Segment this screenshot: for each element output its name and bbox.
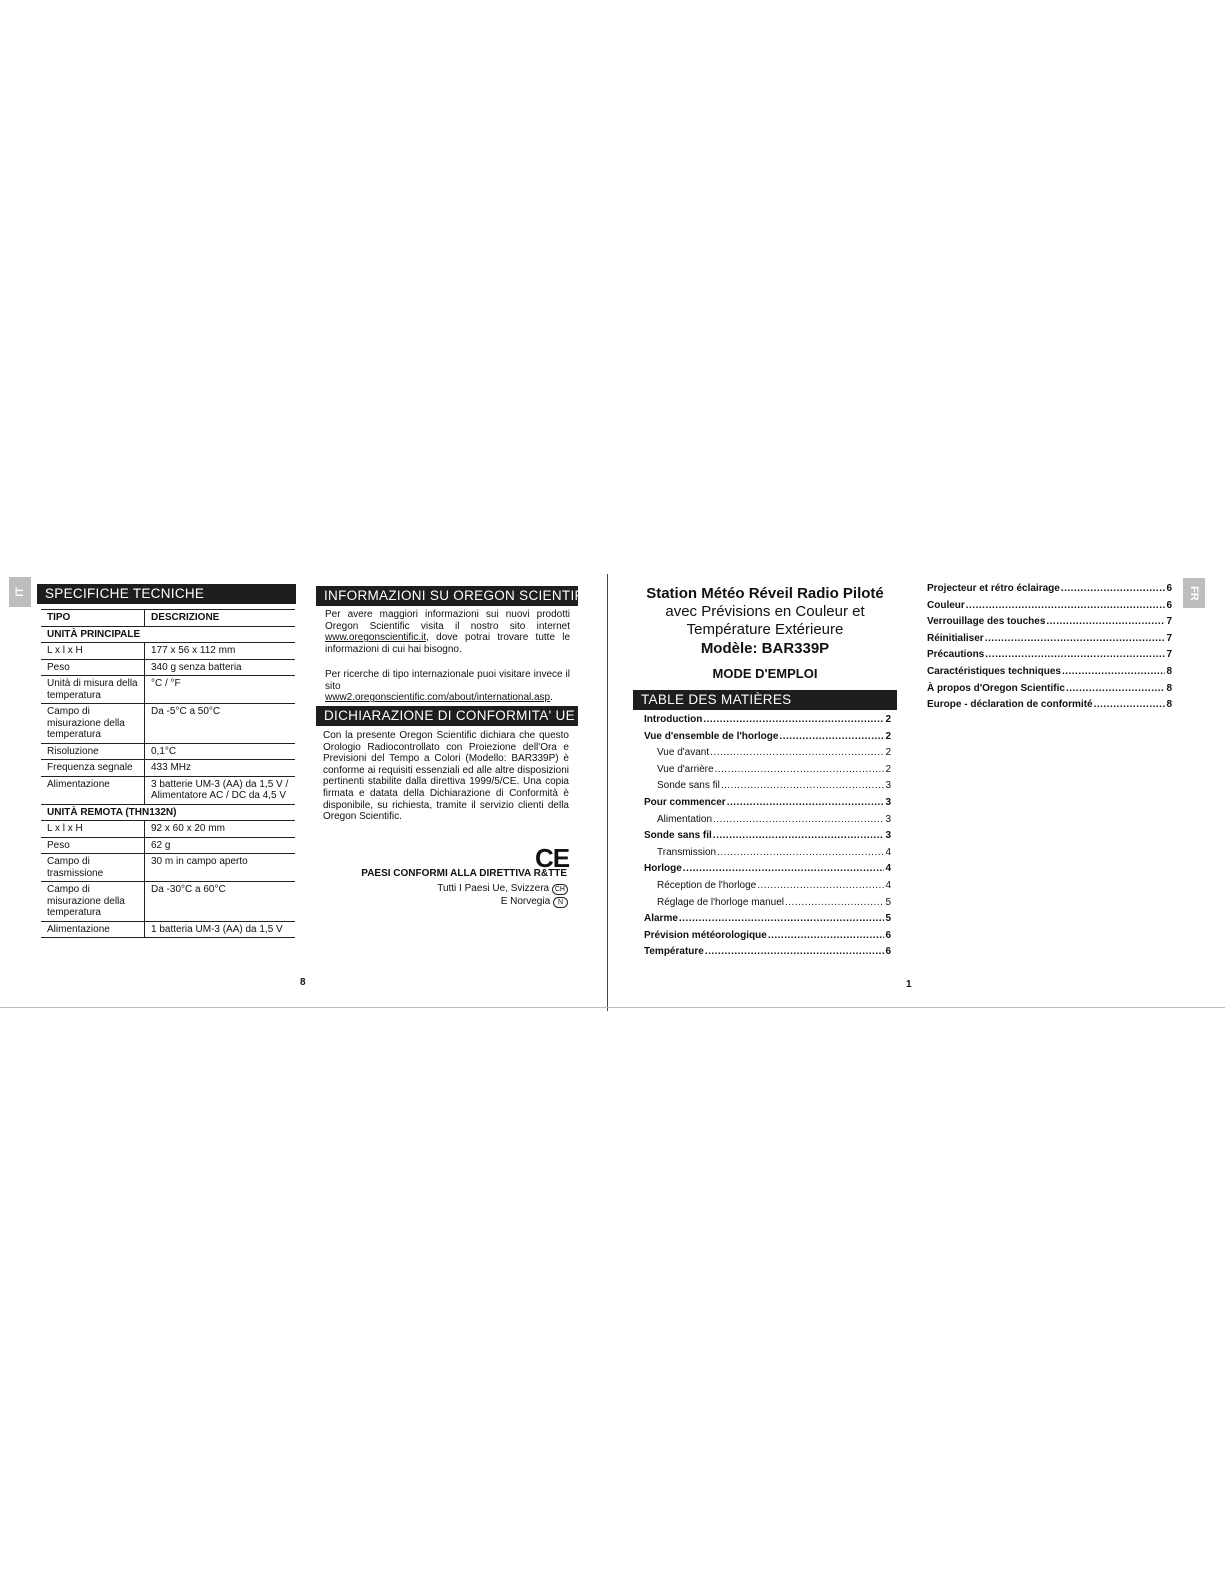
toc-entry[interactable] bbox=[927, 681, 1172, 698]
toc-dot-leader bbox=[715, 762, 885, 779]
toc-entry-label: Vue d'arrière bbox=[657, 763, 714, 775]
ce-mark: CE bbox=[535, 843, 570, 873]
toc-entry[interactable] bbox=[927, 647, 1172, 664]
table-row bbox=[41, 743, 295, 760]
toc-entry[interactable] bbox=[644, 928, 891, 945]
toc-entry[interactable] bbox=[644, 712, 891, 729]
toc-entry-label: Réception de l'horloge bbox=[657, 879, 757, 891]
toc-entry-page: 8 bbox=[1166, 682, 1172, 694]
spec-table bbox=[41, 609, 295, 938]
toc-entry[interactable] bbox=[927, 598, 1172, 615]
declaration-section-title: DICHIARAZIONE DI CONFORMITA' UE bbox=[316, 706, 578, 726]
toc-entry-page: 6 bbox=[1166, 583, 1172, 594]
page-number-right: 1 bbox=[906, 979, 912, 990]
toc-dot-leader bbox=[703, 712, 884, 729]
toc-entry-page: 4 bbox=[885, 846, 891, 858]
toc-entry[interactable] bbox=[644, 828, 891, 845]
toc-entry-page: 6 bbox=[885, 946, 891, 958]
toc-entry[interactable] bbox=[927, 581, 1172, 598]
language-tab-fr: FR bbox=[1183, 578, 1205, 608]
table-row bbox=[41, 882, 295, 922]
info-section-title: INFORMAZIONI SU OREGON SCIENTIFIC bbox=[316, 586, 578, 606]
toc-entry-page: 2 bbox=[885, 747, 891, 759]
toc-entry[interactable] bbox=[644, 895, 891, 912]
spec-value: 30 m in campo aperto bbox=[145, 854, 296, 882]
spec-value: Da -5°C a 50°C bbox=[145, 704, 296, 744]
toc-entry[interactable] bbox=[927, 631, 1172, 648]
toc-entry[interactable] bbox=[644, 812, 891, 829]
declaration-text: Con la presente Oregon Scientific dichiara che questo Orologio Radiocontrollato con Proiezione dell'Ora e Previsioni del Tempo a Colori (Modello: BAR339P) è conforme ai requisiti essenziali ed alle altre disposizioni pertinenti stabilite dalla direttiva 1999/5/CE. Una copia firmata e datata della Dichiarazione di Conformità è disponibile, su richiesta, tramite il servizio clienti della Oregon Scientific. bbox=[323, 730, 569, 823]
toc-entry[interactable] bbox=[927, 614, 1172, 631]
spec-label: Frequenza segnale bbox=[41, 760, 145, 777]
countries-list: Tutti I Paesi Ue, Svizzera CH E Norvegia N bbox=[300, 882, 568, 908]
toc-entry-label: Précautions bbox=[927, 649, 985, 661]
toc-entry-label: Projecteur et rétro éclairage bbox=[927, 583, 1060, 594]
table-row bbox=[41, 659, 295, 676]
table-row bbox=[41, 837, 295, 854]
table-row bbox=[41, 921, 295, 938]
toc-entry-page: 2 bbox=[885, 730, 891, 742]
spec-value: °C / °F bbox=[145, 676, 296, 704]
toc-entry-page: 7 bbox=[1166, 649, 1172, 661]
toc-entry-label: Température bbox=[644, 946, 704, 958]
toc-dot-leader bbox=[713, 828, 885, 845]
toc-entry[interactable] bbox=[927, 697, 1172, 714]
toc-dot-leader bbox=[705, 944, 885, 961]
spec-section-title: SPECIFICHE TECNICHE bbox=[37, 584, 296, 604]
toc-dot-leader bbox=[727, 795, 885, 812]
toc-entry[interactable] bbox=[644, 878, 891, 895]
spec-value: 177 x 56 x 112 mm bbox=[145, 643, 296, 660]
toc-entry-label: Vue d'avant bbox=[657, 747, 710, 759]
website-link[interactable]: www.oregonscientific.it bbox=[325, 632, 427, 644]
toc-entry-label: Transmission bbox=[657, 846, 717, 858]
table-row bbox=[41, 676, 295, 704]
toc-entry[interactable] bbox=[644, 845, 891, 862]
toc-entry-label: Alarme bbox=[644, 913, 678, 925]
toc-dot-leader bbox=[985, 631, 1166, 648]
toc-entry-page: 3 bbox=[885, 830, 891, 842]
toc-list-right bbox=[927, 581, 1172, 714]
toc-entry-label: Horloge bbox=[644, 863, 682, 875]
spec-label: Campo di misurazione della temperatura bbox=[41, 704, 145, 744]
table-row bbox=[41, 854, 295, 882]
toc-entry-label: Verrouillage des touches bbox=[927, 616, 1046, 628]
section-remote-unit: UNITÀ REMOTA (THN132N) bbox=[41, 804, 295, 821]
countries-title: PAESI CONFORMI ALLA DIRETTIVA R&TTE bbox=[361, 868, 567, 879]
toc-entry-label: Réinitialiser bbox=[927, 632, 984, 644]
toc-entry[interactable] bbox=[644, 729, 891, 746]
info-paragraph-2: Per ricerche di tipo internazionale puoi visitare invece il sito www2.oregonscientific.com/about/international.asp. bbox=[325, 669, 570, 704]
table-row bbox=[41, 821, 295, 838]
spec-label: Campo di misurazione della temperatura bbox=[41, 882, 145, 922]
toc-entry-page: 5 bbox=[885, 913, 891, 925]
spec-section-row bbox=[41, 626, 295, 643]
toc-entry-page: 3 bbox=[885, 780, 891, 792]
toc-dot-leader bbox=[757, 878, 884, 895]
toc-dot-leader bbox=[779, 729, 884, 746]
table-row bbox=[41, 643, 295, 660]
toc-dot-leader bbox=[1062, 664, 1166, 681]
international-link[interactable]: www2.oregonscientific.com/about/international.asp bbox=[325, 692, 551, 704]
toc-dot-leader bbox=[768, 928, 885, 945]
section-main-unit: UNITÀ PRINCIPALE bbox=[41, 626, 295, 643]
toc-entry-label: Vue d'ensemble de l'horloge bbox=[644, 730, 779, 742]
spec-label: Alimentazione bbox=[41, 776, 145, 804]
toc-list-left bbox=[644, 712, 891, 961]
toc-entry-page: 8 bbox=[1166, 665, 1172, 677]
table-row bbox=[41, 704, 295, 744]
toc-dot-leader bbox=[966, 598, 1166, 615]
toc-entry-page: 5 bbox=[885, 896, 891, 908]
spec-label: Peso bbox=[41, 659, 145, 676]
language-tab-it: IT bbox=[9, 577, 31, 607]
spec-label: Risoluzione bbox=[41, 743, 145, 760]
toc-entry-label: Couleur bbox=[927, 599, 965, 611]
spec-value: 433 MHz bbox=[145, 760, 296, 777]
toc-entry[interactable] bbox=[644, 745, 891, 762]
toc-entry-page: 2 bbox=[885, 763, 891, 775]
spec-label: Unità di misura della temperatura bbox=[41, 676, 145, 704]
toc-entry-label: Pour commencer bbox=[644, 796, 726, 808]
toc-dot-leader bbox=[679, 911, 885, 928]
table-row bbox=[41, 760, 295, 777]
spec-value: 92 x 60 x 20 mm bbox=[145, 821, 296, 838]
toc-entry-label: Introduction bbox=[644, 714, 703, 725]
column-header-description: DESCRIZIONE bbox=[145, 610, 296, 627]
document-title: Station Météo Réveil Radio Piloté avec Prévisions en Couleur et Température Extérieure Modèle: BAR339P MODE D'EMPLOI bbox=[646, 585, 884, 681]
toc-dot-leader bbox=[1061, 581, 1166, 598]
toc-entry-label: Réglage de l'horloge manuel bbox=[657, 896, 784, 908]
spec-label: Peso bbox=[41, 837, 145, 854]
toc-entry[interactable] bbox=[644, 762, 891, 779]
toc-dot-leader bbox=[1094, 697, 1166, 714]
toc-entry[interactable] bbox=[927, 664, 1172, 681]
spec-value: 3 batterie UM-3 (AA) da 1,5 V / Alimentatore AC / DC da 4,5 V bbox=[145, 776, 296, 804]
toc-dot-leader bbox=[1066, 681, 1165, 698]
table-row bbox=[41, 776, 295, 804]
toc-entry-label: Sonde sans fil bbox=[657, 780, 720, 792]
toc-entry-page: 3 bbox=[885, 813, 891, 825]
spec-label: Alimentazione bbox=[41, 921, 145, 938]
scan-edge-line bbox=[0, 1007, 1225, 1008]
column-header-type: TIPO bbox=[41, 610, 145, 627]
toc-entry[interactable] bbox=[644, 861, 891, 878]
info-paragraph-1: Per avere maggiori informazioni sui nuovi prodotti Oregon Scientific visita il nostro sito internet www.oregonscientific.it, dove potrai trovare tutte le informazioni di cui hai bisogno. bbox=[325, 609, 570, 655]
toc-dot-leader bbox=[683, 861, 885, 878]
spec-section-row bbox=[41, 804, 295, 821]
toc-entry-page: 8 bbox=[1166, 699, 1172, 711]
toc-dot-leader bbox=[721, 778, 885, 795]
toc-dot-leader bbox=[785, 895, 884, 912]
toc-entry[interactable] bbox=[644, 944, 891, 961]
toc-entry-label: Alimentation bbox=[657, 813, 713, 825]
toc-entry-label: Prévision météorologique bbox=[644, 929, 767, 941]
spec-value: 0,1°C bbox=[145, 743, 296, 760]
toc-entry-page: 3 bbox=[885, 796, 891, 808]
toc-entry[interactable] bbox=[644, 795, 891, 812]
spec-label: Campo di trasmissione bbox=[41, 854, 145, 882]
toc-entry-page: 7 bbox=[1166, 632, 1172, 644]
spec-value: Da -30°C a 60°C bbox=[145, 882, 296, 922]
toc-dot-leader bbox=[710, 745, 884, 762]
spec-value: 340 g senza batteria bbox=[145, 659, 296, 676]
toc-dot-leader bbox=[985, 647, 1165, 664]
toc-dot-leader bbox=[717, 845, 884, 862]
toc-entry-page: 4 bbox=[885, 879, 891, 891]
toc-entry[interactable] bbox=[644, 911, 891, 928]
toc-entry-page: 6 bbox=[885, 929, 891, 941]
toc-entry-page: 7 bbox=[1166, 616, 1172, 628]
toc-entry-page: 4 bbox=[885, 863, 891, 875]
toc-entry-page: 2 bbox=[885, 714, 891, 725]
norway-badge: N bbox=[553, 897, 568, 908]
switzerland-badge: CH bbox=[552, 884, 568, 895]
toc-entry-label: Sonde sans fil bbox=[644, 830, 712, 842]
toc-entry-label: Europe - déclaration de conformité bbox=[927, 699, 1093, 711]
toc-entry-label: À propos d'Oregon Scientific bbox=[927, 682, 1065, 694]
spec-value: 1 batteria UM-3 (AA) da 1,5 V bbox=[145, 921, 296, 938]
toc-dot-leader bbox=[1046, 614, 1165, 631]
spec-label: L x l x H bbox=[41, 821, 145, 838]
toc-entry-label: Caractéristiques techniques bbox=[927, 665, 1061, 677]
spec-header-row bbox=[41, 610, 295, 627]
page-number-left: 8 bbox=[300, 977, 306, 988]
toc-entry-page: 6 bbox=[1166, 599, 1172, 611]
toc-title: TABLE DES MATIÈRES bbox=[633, 690, 897, 710]
page-divider bbox=[607, 574, 608, 1011]
spec-label: L x l x H bbox=[41, 643, 145, 660]
spec-value: 62 g bbox=[145, 837, 296, 854]
toc-entry[interactable] bbox=[644, 778, 891, 795]
toc-dot-leader bbox=[713, 812, 884, 829]
